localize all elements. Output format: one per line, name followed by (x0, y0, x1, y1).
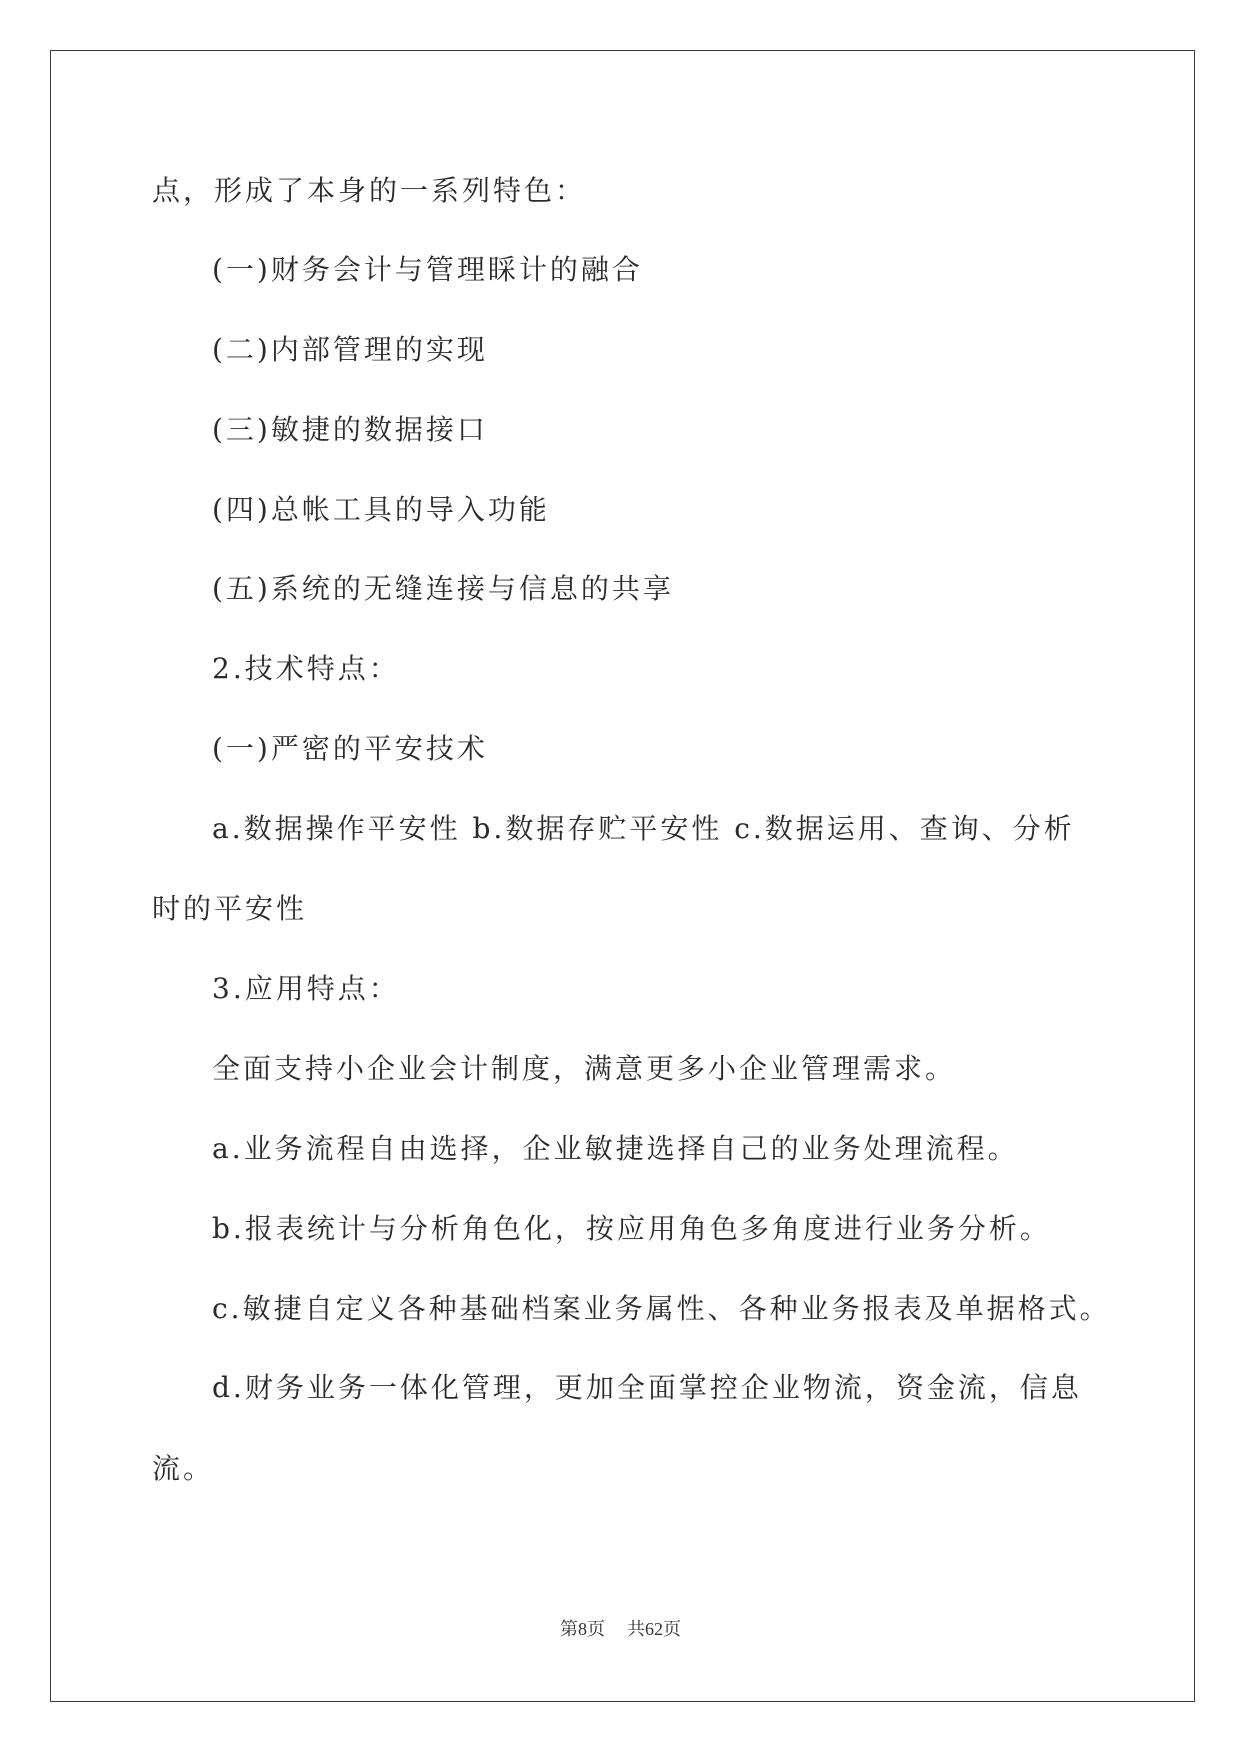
text-line: 流。 (152, 1452, 215, 1485)
text-line: (五)系统的无缝连接与信息的共享 (212, 572, 674, 605)
text-line: b.报表统计与分析角色化，按应用角色多角度进行业务分析。 (212, 1212, 1051, 1245)
text-line: a.数据操作平安性 b.数据存贮平安性 c.数据运用、查询、分析 (212, 812, 1075, 845)
text-line: 点，形成了本身的一系列特色： (152, 174, 587, 207)
text-line: 时的平安性 (152, 892, 308, 925)
text-line: a.业务流程自由选择，企业敏捷选择自己的业务处理流程。 (212, 1132, 1019, 1165)
text-line: (二)内部管理的实现 (212, 333, 488, 366)
text-line: d.财务业务一体化管理，更加全面掌控企业物流，资金流，信息 (212, 1371, 1082, 1404)
text-line: 全面支持小企业会计制度，满意更多小企业管理需求。 (212, 1052, 957, 1085)
page-footer (0, 1617, 1241, 1641)
text-line: c.敏捷自定义各种基础档案业务属性、各种业务报表及单据格式。 (212, 1292, 1111, 1325)
text-line: (三)敏捷的数据接口 (212, 413, 488, 446)
text-line: 2.技术特点： (212, 652, 400, 685)
page-border (50, 50, 1195, 1702)
text-line: 3.应用特点： (212, 972, 400, 1005)
text-line: (四)总帐工具的导入功能 (212, 493, 550, 526)
text-line: (一)财务会计与管理睬计的融合 (212, 253, 643, 286)
total-page-count: 共62页 (627, 1619, 681, 1639)
text-line: (一)严密的平安技术 (212, 732, 488, 765)
current-page-number: 第8页 (560, 1619, 605, 1639)
